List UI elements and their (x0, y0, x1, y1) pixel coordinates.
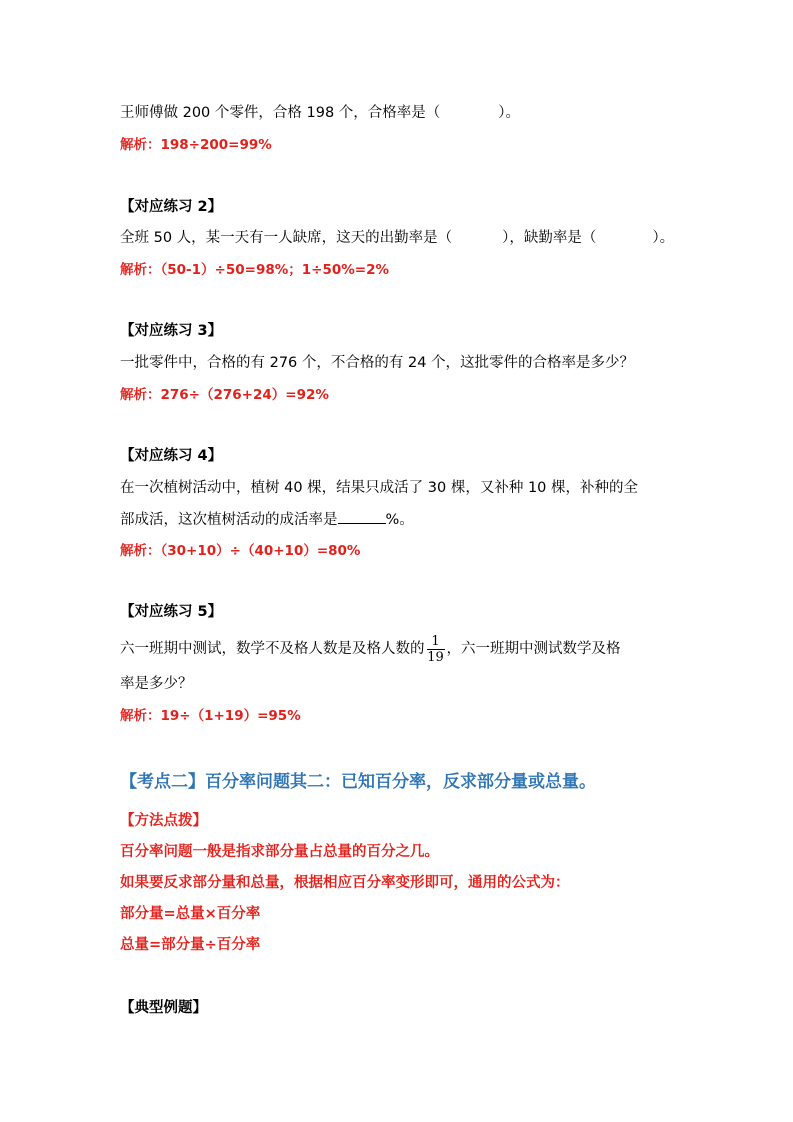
answer-underline (338, 509, 386, 524)
q1-text: 王师傅做 200 个零件，合格 198 个，合格率是（ (120, 105, 441, 121)
method-line-2: 如果要反求部分量和总量，根据相应百分率变形即可，通用的公式为： (120, 875, 570, 891)
formula-total: 总量=部分量÷百分率 (120, 937, 261, 953)
example-title: 【典型例题】 (120, 1000, 207, 1016)
p2-text-1: 全班 50 人，某一天有一人缺席，这天的出勤率是（ (120, 230, 453, 246)
section-heading: 【考点二】百分率问题其二：已知百分率，反求部分量或总量。 (120, 772, 596, 792)
practice-4-answer: 解析：（30+10）÷（40+10）=80% (120, 543, 361, 559)
practice-5-title: 【对应练习 5】 (120, 604, 223, 620)
question-1 (120, 103, 520, 123)
fraction-numerator: 1 (431, 633, 440, 649)
method-line-1: 百分率问题一般是指求部分量占总量的百分之几。 (120, 844, 439, 860)
practice-3-answer: 解析：276÷（276+24）=92% (120, 387, 329, 403)
practice-3-question: 一批零件中，合格的有 276 个，不合格的有 24 个，这批零件的合格率是多少？ (120, 355, 635, 371)
practice-5-question-line-2: 率是多少？ (120, 676, 193, 692)
fraction (427, 634, 445, 665)
practice-5-answer: 解析：19÷（1+19）=95% (120, 708, 301, 724)
p2-text-3: ）。 (652, 230, 675, 246)
formula-part: 部分量=总量×百分率 (120, 906, 261, 922)
fraction-denominator: 19 (427, 649, 444, 665)
practice-4-title: 【对应练习 4】 (120, 448, 223, 464)
practice-2-title: 【对应练习 2】 (120, 199, 223, 215)
practice-5-question-line-1 (120, 633, 621, 665)
practice-4-question-line-2 (120, 509, 414, 530)
method-title: 【方法点拨】 (120, 813, 207, 829)
practice-4-question-line-1: 在一次植树活动中，植树 40 棵，结果只成活了 30 棵，又补种 10 棵，补种的全 (120, 480, 639, 496)
p5-text-1: 六一班期中测试，数学不及格人数是及格人数的 (120, 641, 425, 657)
practice-2-question (120, 228, 674, 248)
q1-answer: 解析：198÷200=99% (120, 137, 272, 153)
p4-text-2: 部成活，这次植树活动的成活率是 (120, 512, 338, 528)
p5-text-2: ，六一班期中测试数学及格 (446, 641, 621, 657)
q1-text-end: ）。 (498, 105, 521, 121)
p4-text-3: %。 (385, 512, 414, 528)
practice-2-answer: 解析：（50-1）÷50=98%；1÷50%=2% (120, 262, 390, 278)
p2-text-2: ），缺勤率是（ (502, 230, 597, 246)
practice-3-title: 【对应练习 3】 (120, 323, 223, 339)
